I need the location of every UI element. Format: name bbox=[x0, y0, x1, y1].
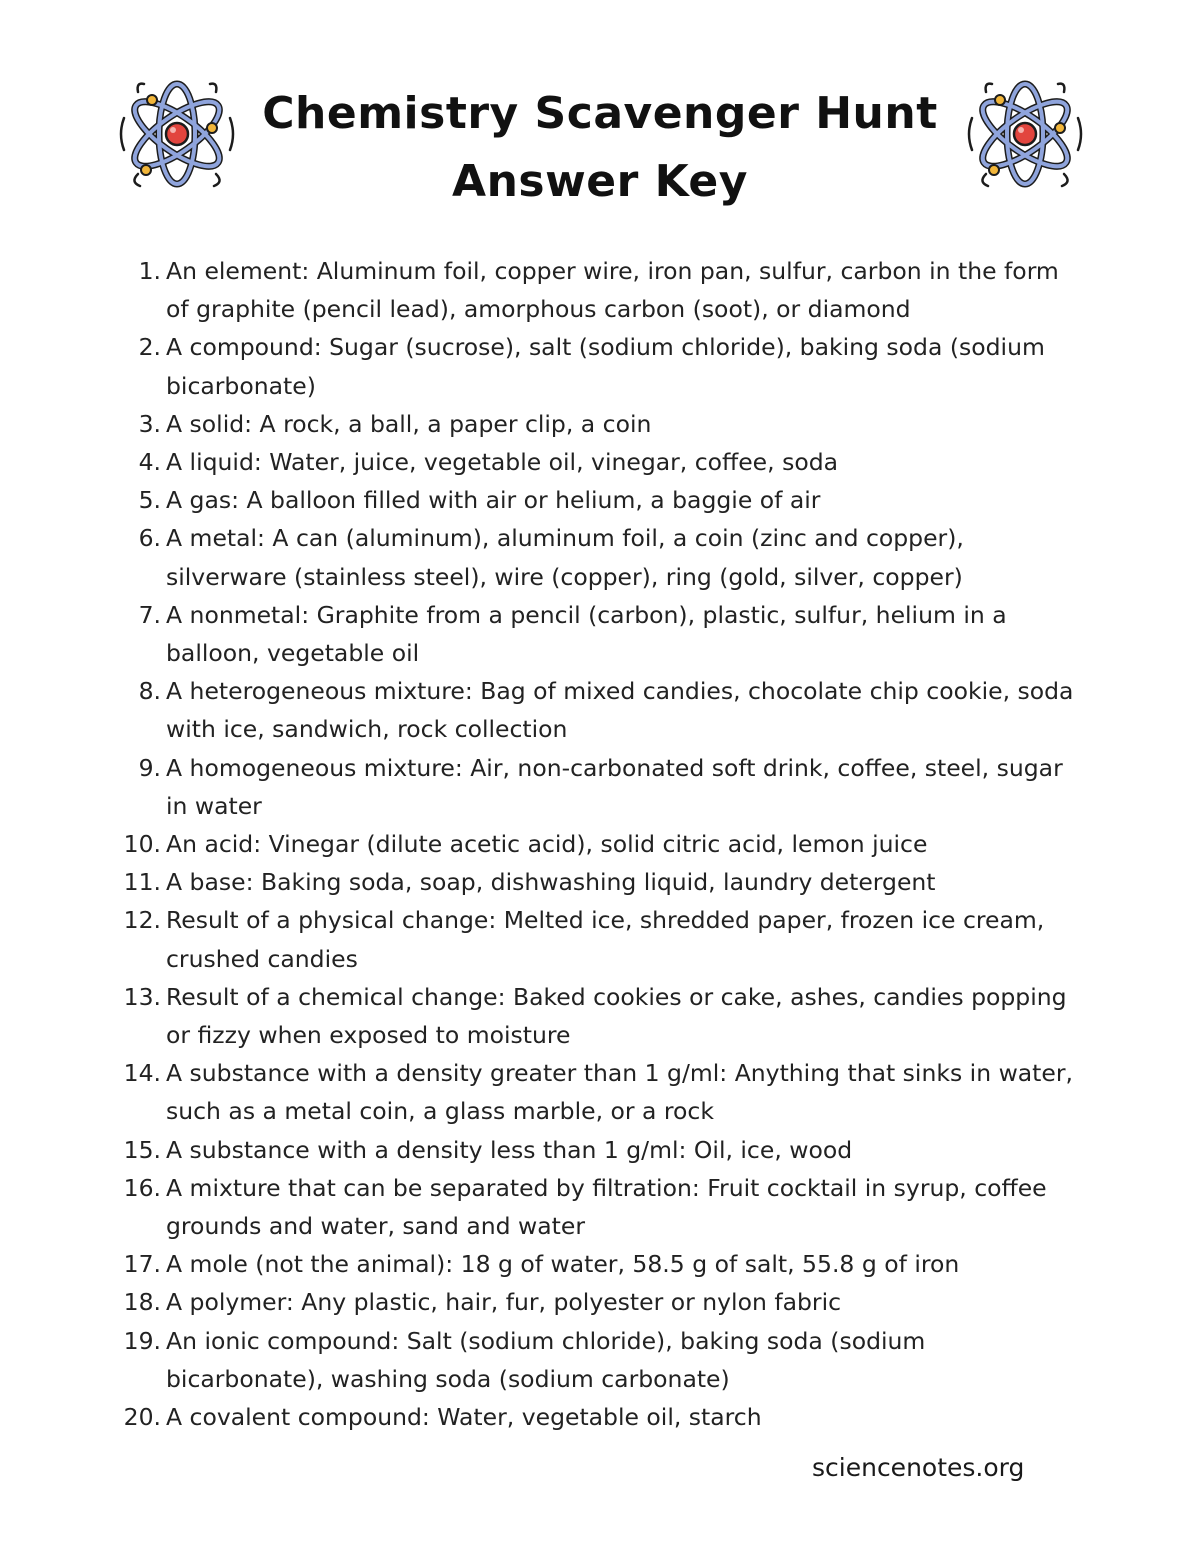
answer-number: 18. bbox=[123, 1288, 161, 1317]
answer-text: A compound: Sugar (sucrose), salt (sodium chloride), baking soda (sodium bicarbonate) bbox=[166, 333, 1045, 400]
answer-number: 19. bbox=[123, 1326, 161, 1355]
answer-text: A covalent compound: Water, vegetable oil, starch bbox=[166, 1403, 762, 1432]
answer-text: A heterogeneous mixture: Bag of mixed candies, chocolate chip cookie, soda with ice, sandwich, rock collection bbox=[166, 677, 1074, 744]
answer-number: 1. bbox=[138, 257, 161, 285]
answer-list bbox=[0, 252, 1076, 1436]
answer-item bbox=[0, 863, 1076, 901]
answer-text: A liquid: Water, juice, vegetable oil, vinegar, coffee, soda bbox=[166, 448, 839, 477]
source-credit: sciencenotes.org bbox=[812, 1453, 1025, 1482]
answer-text: An element: Aluminum foil, copper wire, iron pan, sulfur, carbon in the form of graphite (pencil lead), amorphous carbon (soot), or diamond bbox=[166, 257, 1059, 324]
answer-text: A homogeneous mixture: Air, non-carbonated soft drink, coffee, steel, sugar in water bbox=[166, 753, 1063, 820]
answer-item bbox=[0, 1169, 1076, 1245]
answer-text: Result of a chemical change: Baked cookies or cake, ashes, candies popping or fizzy when exposed to moisture bbox=[166, 982, 1067, 1050]
answer-text: A metal: A can (aluminum), aluminum foil, a coin (zinc and copper), silverware (stainless steel), wire (copper), ring (gold, silver, copper) bbox=[166, 524, 964, 591]
answer-number: 14. bbox=[123, 1059, 161, 1088]
answer-number: 12. bbox=[123, 906, 161, 935]
answer-text: A gas: A balloon filled with air or helium, a baggie of air bbox=[166, 486, 821, 515]
answer-number: 20. bbox=[123, 1403, 161, 1432]
answer-item bbox=[0, 328, 1076, 404]
answer-item bbox=[0, 443, 1076, 481]
answer-item bbox=[0, 1245, 1076, 1283]
answer-text: Result of a physical change: Melted ice, shredded paper, frozen ice cream, crushed candies bbox=[166, 906, 1045, 973]
answer-item bbox=[0, 596, 1076, 672]
answer-number: 3. bbox=[138, 409, 161, 438]
answer-text: A mole (not the animal): 18 g of water, 58.5 g of salt, 55.8 g of iron bbox=[166, 1250, 960, 1279]
answer-item bbox=[0, 901, 1076, 977]
answer-number: 6. bbox=[138, 524, 161, 553]
answer-number: 16. bbox=[123, 1173, 161, 1202]
answer-number: 7. bbox=[138, 600, 161, 629]
answer-item bbox=[0, 749, 1076, 825]
answer-number: 4. bbox=[138, 448, 161, 477]
answer-item bbox=[0, 405, 1076, 443]
answer-text: A mixture that can be separated by filtration: Fruit cocktail in syrup, coffee grounds and water, sand and water bbox=[166, 1173, 1047, 1241]
answer-number: 9. bbox=[138, 753, 161, 782]
answer-item bbox=[0, 252, 1076, 328]
answer-item bbox=[0, 978, 1076, 1054]
answer-item bbox=[0, 519, 1076, 595]
answer-text: A base: Baking soda, soap, dishwashing liquid, laundry detergent bbox=[166, 868, 936, 897]
title-line-1: Chemistry Scavenger Hunt bbox=[262, 88, 938, 139]
answer-number: 15. bbox=[123, 1135, 161, 1164]
answer-number: 5. bbox=[138, 486, 161, 515]
answer-item bbox=[0, 1283, 1076, 1321]
answer-number: 10. bbox=[123, 830, 161, 859]
title-line-2: Answer Key bbox=[452, 156, 748, 207]
answer-number: 11. bbox=[123, 868, 161, 897]
answer-item bbox=[0, 1398, 1076, 1436]
answer-item bbox=[0, 672, 1076, 748]
answer-item bbox=[0, 481, 1076, 519]
answer-item bbox=[0, 1322, 1076, 1398]
answer-item bbox=[0, 1131, 1076, 1169]
answer-text: A substance with a density greater than 1 g/ml: Anything that sinks in water, such as a metal coin, a glass marble, or a rock bbox=[166, 1059, 1073, 1126]
answer-item bbox=[0, 1054, 1076, 1130]
answer-number: 17. bbox=[123, 1250, 161, 1279]
atom-icon bbox=[964, 78, 1086, 190]
answer-number: 2. bbox=[138, 333, 161, 362]
answer-text: An ionic compound: Salt (sodium chloride), baking soda (sodium bicarbonate), washing soda (sodium carbonate) bbox=[166, 1326, 926, 1393]
answer-number: 8. bbox=[138, 677, 161, 706]
answer-text: A substance with a density less than 1 g/ml: Oil, ice, wood bbox=[166, 1135, 853, 1164]
answer-text: A polymer: Any plastic, hair, fur, polyester or nylon fabric bbox=[166, 1288, 842, 1317]
answer-text: A solid: A rock, a ball, a paper clip, a coin bbox=[166, 409, 652, 438]
answer-text: An acid: Vinegar (dilute acetic acid), solid citric acid, lemon juice bbox=[166, 830, 928, 859]
answer-text: A nonmetal: Graphite from a pencil (carbon), plastic, sulfur, helium in a balloon, vegetable oil bbox=[166, 600, 1007, 668]
answer-item bbox=[0, 825, 1076, 863]
answer-number: 13. bbox=[123, 982, 161, 1011]
